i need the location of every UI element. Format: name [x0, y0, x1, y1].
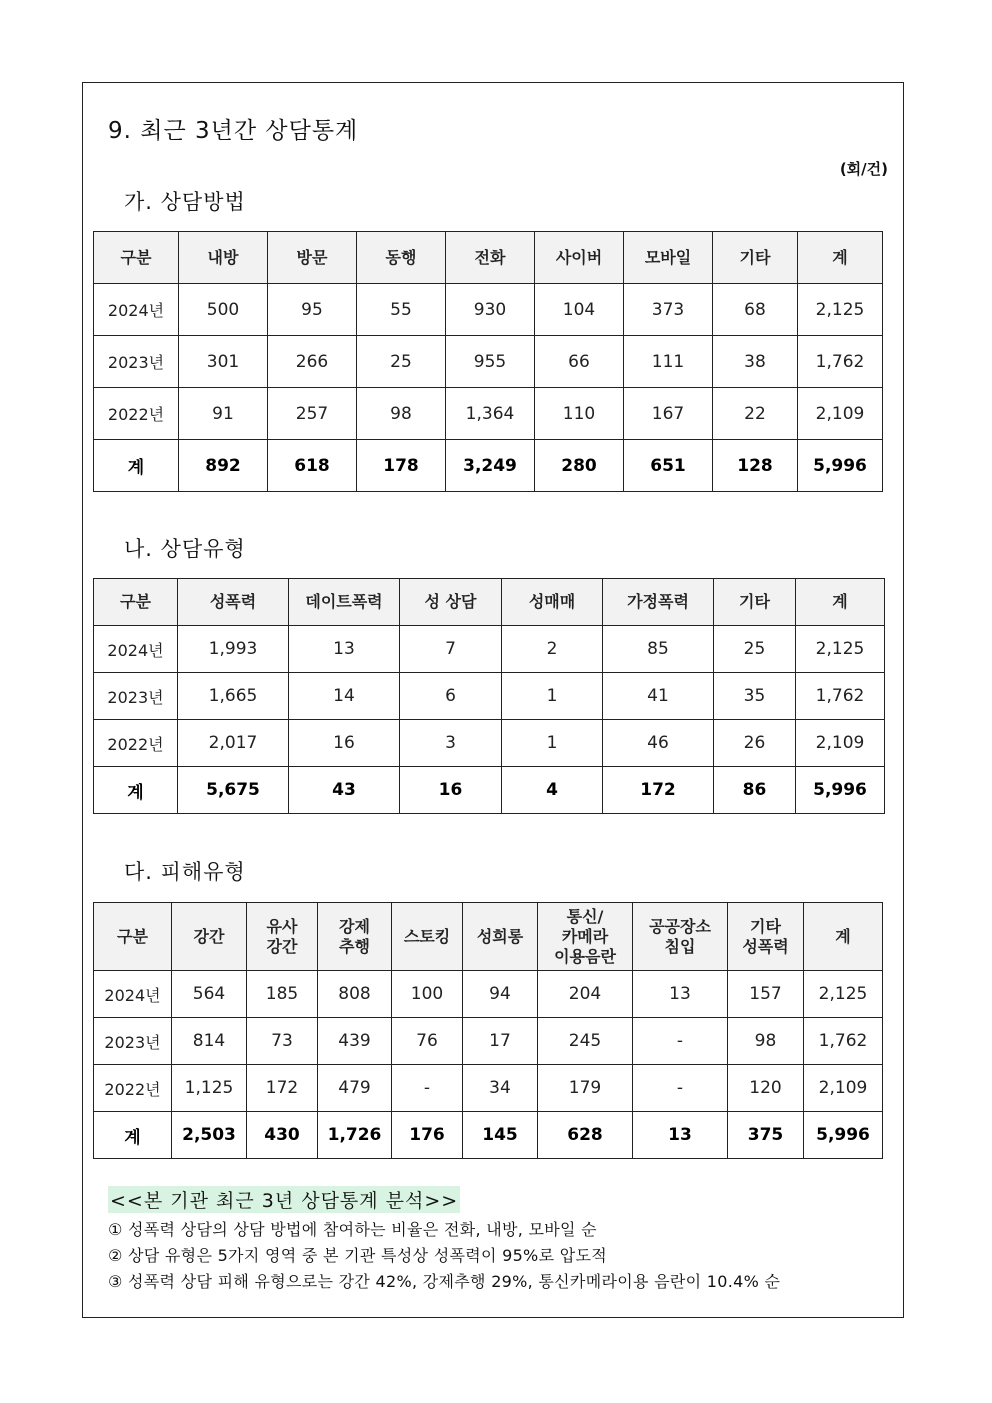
table-cell: 172	[247, 1065, 318, 1112]
table-cell: 5,996	[804, 1112, 883, 1159]
table-cell: 430	[247, 1112, 318, 1159]
table-cell: 98	[357, 388, 446, 440]
table-cell: 34	[463, 1065, 538, 1112]
table-cell: 1,762	[804, 1018, 883, 1065]
table-cell: 25	[714, 626, 796, 673]
table-cell: 16	[400, 767, 502, 814]
table-cell: 1	[502, 720, 603, 767]
table-cell: 111	[624, 336, 713, 388]
table-cell: 2,109	[804, 1065, 883, 1112]
table-cell: 651	[624, 440, 713, 492]
table-cell: 301	[179, 336, 268, 388]
table-cell: 204	[538, 971, 633, 1018]
table-cell: 1,993	[178, 626, 289, 673]
column-header: 계	[798, 232, 883, 284]
table-cell: 167	[624, 388, 713, 440]
column-header: 계	[796, 579, 885, 626]
column-header: 데이트폭력	[289, 579, 400, 626]
table-cell: 6	[400, 673, 502, 720]
table-cell: 145	[463, 1112, 538, 1159]
table-cell: 95	[268, 284, 357, 336]
table-cell: 1,762	[798, 336, 883, 388]
table-cell: 5,996	[796, 767, 885, 814]
table-cell: -	[633, 1065, 728, 1112]
header-row	[94, 232, 883, 284]
table-cell: 439	[318, 1018, 392, 1065]
table-cell: 13	[633, 1112, 728, 1159]
table-cell: 128	[713, 440, 798, 492]
table-row	[94, 673, 885, 720]
column-header: 전화	[446, 232, 535, 284]
table-cell: 955	[446, 336, 535, 388]
column-header: 구분	[94, 903, 172, 971]
table-cell: 2,503	[172, 1112, 247, 1159]
table-cell: 245	[538, 1018, 633, 1065]
table-cell: 373	[624, 284, 713, 336]
table-cell: 22	[713, 388, 798, 440]
column-header: 성매매	[502, 579, 603, 626]
table-cell: 2,125	[804, 971, 883, 1018]
table-row	[94, 720, 885, 767]
table-cell: 618	[268, 440, 357, 492]
table-cell: 25	[357, 336, 446, 388]
total-row	[94, 440, 883, 492]
column-header: 스토킹	[392, 903, 463, 971]
damage-table	[93, 902, 883, 1159]
analysis-title: <<본 기관 최근 3년 상담통계 분석>>	[108, 1186, 460, 1213]
column-header: 성희롱	[463, 903, 538, 971]
table-cell: 375	[728, 1112, 804, 1159]
table-cell: 2,017	[178, 720, 289, 767]
table-cell: 13	[633, 971, 728, 1018]
table-cell: 110	[535, 388, 624, 440]
table-cell: 76	[392, 1018, 463, 1065]
header-row	[94, 903, 883, 971]
table-cell: 104	[535, 284, 624, 336]
table-cell: 2,109	[796, 720, 885, 767]
row-label: 2022년	[94, 720, 178, 767]
column-header: 가정폭력	[603, 579, 714, 626]
table-cell: 930	[446, 284, 535, 336]
table-cell: 14	[289, 673, 400, 720]
column-header: 방문	[268, 232, 357, 284]
column-header: 동행	[357, 232, 446, 284]
table-row	[94, 388, 883, 440]
table-cell: 3,249	[446, 440, 535, 492]
table-cell: 38	[713, 336, 798, 388]
table-row	[94, 336, 883, 388]
table-cell: 16	[289, 720, 400, 767]
row-label: 2022년	[94, 388, 179, 440]
table-cell: 7	[400, 626, 502, 673]
table-cell: 66	[535, 336, 624, 388]
table-cell: 564	[172, 971, 247, 1018]
table-cell: 1,726	[318, 1112, 392, 1159]
column-header: 성 상담	[400, 579, 502, 626]
table-cell: 35	[714, 673, 796, 720]
table-cell: 500	[179, 284, 268, 336]
column-header: 구분	[94, 579, 178, 626]
table-row	[94, 971, 883, 1018]
table-cell: 17	[463, 1018, 538, 1065]
table-cell: 157	[728, 971, 804, 1018]
table-row	[94, 284, 883, 336]
row-label: 2023년	[94, 673, 178, 720]
row-label: 2023년	[94, 1018, 172, 1065]
table-cell: 280	[535, 440, 624, 492]
table-cell: 55	[357, 284, 446, 336]
section-title-method: 가. 상담방법	[124, 190, 246, 214]
table-cell: 91	[179, 388, 268, 440]
table-cell: 43	[289, 767, 400, 814]
table-row	[94, 1065, 883, 1112]
unit-label: (회/건)	[839, 160, 888, 178]
row-label: 2024년	[94, 626, 178, 673]
table-cell: 1	[502, 673, 603, 720]
type-table	[93, 578, 885, 814]
table-cell: 5,996	[798, 440, 883, 492]
page-title: 9. 최근 3년간 상담통계	[108, 118, 359, 144]
table-cell: 5,675	[178, 767, 289, 814]
column-header: 계	[804, 903, 883, 971]
column-header: 공공장소 침입	[633, 903, 728, 971]
table-cell: 94	[463, 971, 538, 1018]
column-header: 유사 강간	[247, 903, 318, 971]
table-cell: 68	[713, 284, 798, 336]
table-cell: 1,665	[178, 673, 289, 720]
table-cell: 172	[603, 767, 714, 814]
row-label: 2023년	[94, 336, 179, 388]
column-header: 사이버	[535, 232, 624, 284]
column-header: 강간	[172, 903, 247, 971]
column-header: 내방	[179, 232, 268, 284]
table-cell: 85	[603, 626, 714, 673]
table-cell: 86	[714, 767, 796, 814]
analysis-line-2: ② 상담 유형은 5가지 영역 중 본 기관 특성상 성폭력이 95%로 압도적	[108, 1246, 607, 1265]
row-label: 계	[94, 767, 178, 814]
table-cell: 808	[318, 971, 392, 1018]
column-header: 기타	[713, 232, 798, 284]
table-cell: 46	[603, 720, 714, 767]
table-cell: 892	[179, 440, 268, 492]
table-cell: 2,125	[796, 626, 885, 673]
table-cell: 1,125	[172, 1065, 247, 1112]
table-cell: 176	[392, 1112, 463, 1159]
table-cell: 185	[247, 971, 318, 1018]
table-cell: 120	[728, 1065, 804, 1112]
table-cell: 2,109	[798, 388, 883, 440]
table-cell: 3	[400, 720, 502, 767]
row-label: 계	[94, 440, 179, 492]
column-header: 통신/ 카메라 이용음란	[538, 903, 633, 971]
total-row	[94, 1112, 883, 1159]
table-cell: 814	[172, 1018, 247, 1065]
column-header: 강제 추행	[318, 903, 392, 971]
analysis-line-1: ① 성폭력 상담의 상담 방법에 참여하는 비율은 전화, 내방, 모바일 순	[108, 1220, 597, 1239]
table-cell: 2,125	[798, 284, 883, 336]
row-label: 2022년	[94, 1065, 172, 1112]
table-cell: 178	[357, 440, 446, 492]
column-header: 구분	[94, 232, 179, 284]
section-title-type: 나. 상담유형	[124, 537, 246, 561]
column-header: 성폭력	[178, 579, 289, 626]
table-cell: 179	[538, 1065, 633, 1112]
table-cell: 2	[502, 626, 603, 673]
row-label: 2024년	[94, 971, 172, 1018]
analysis-block	[108, 1186, 888, 1295]
analysis-line-3: ③ 성폭력 상담 피해 유형으로는 강간 42%, 강제추행 29%, 통신카메라이용 음란이 10.4% 순	[108, 1272, 781, 1291]
table-cell: 100	[392, 971, 463, 1018]
table-cell: 257	[268, 388, 357, 440]
table-cell: 4	[502, 767, 603, 814]
table-cell: 1,364	[446, 388, 535, 440]
table-cell: 73	[247, 1018, 318, 1065]
column-header: 기타	[714, 579, 796, 626]
table-row	[94, 626, 885, 673]
header-row	[94, 579, 885, 626]
table-cell: 266	[268, 336, 357, 388]
method-table	[93, 231, 883, 492]
table-cell: 41	[603, 673, 714, 720]
table-row	[94, 1018, 883, 1065]
section-title-damage: 다. 피해유형	[124, 860, 246, 884]
table-cell: -	[392, 1065, 463, 1112]
table-cell: 628	[538, 1112, 633, 1159]
table-cell: 13	[289, 626, 400, 673]
table-cell: 479	[318, 1065, 392, 1112]
table-cell: 98	[728, 1018, 804, 1065]
column-header: 모바일	[624, 232, 713, 284]
row-label: 2024년	[94, 284, 179, 336]
row-label: 계	[94, 1112, 172, 1159]
table-cell: 1,762	[796, 673, 885, 720]
table-cell: -	[633, 1018, 728, 1065]
total-row	[94, 767, 885, 814]
table-cell: 26	[714, 720, 796, 767]
column-header: 기타 성폭력	[728, 903, 804, 971]
